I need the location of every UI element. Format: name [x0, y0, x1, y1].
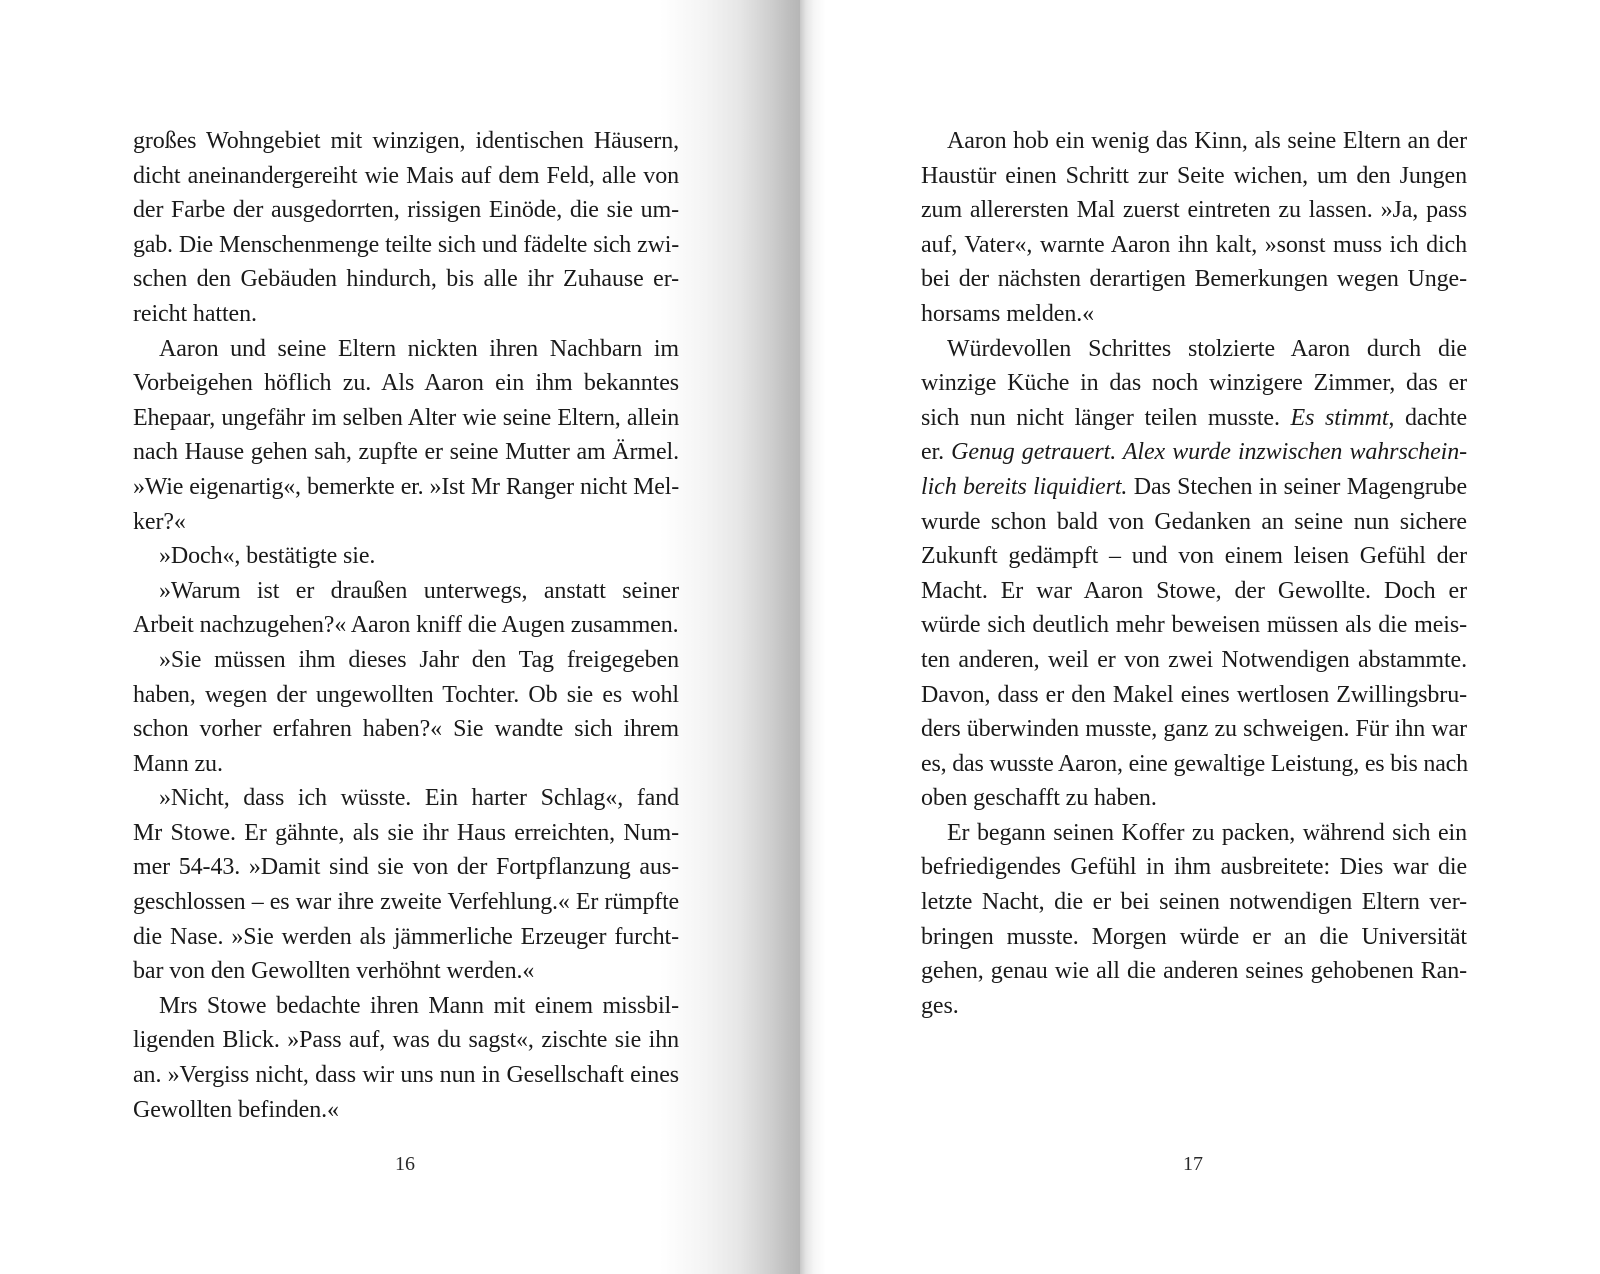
text-segment: Haustür einen Schritt zur Seite wichen, um den Jungen: [921, 162, 1467, 189]
text-line: schen den Gebäuden hindurch, bis alle ihr Zuhause er-: [133, 266, 679, 293]
text-line: haben, wegen der ungewollten Tochter. Ob sie es wohl: [133, 681, 679, 708]
text-line: nach Hause gehen sah, zupfte er seine Mutter am Ärmel.: [133, 439, 679, 466]
text-line: [921, 124, 1467, 159]
text-segment: Zukunft gedämpft – und von einem leisen Gefühl der: [921, 543, 1467, 570]
text-line: [921, 539, 1467, 574]
text-segment: auf, Vater«, warnte Aaron ihn kalt, »sonst muss ich dich: [921, 231, 1467, 258]
text-line: [921, 850, 1467, 885]
text-segment: Das Stechen in seiner Magengrube: [1127, 473, 1467, 500]
text-line: [921, 643, 1467, 678]
text-line: [921, 574, 1467, 609]
text-line: reicht hatten.: [133, 300, 257, 327]
text-line: an. »Vergiss nicht, dass wir uns nun in Gesellschaft eines: [133, 1062, 679, 1089]
text-line: Vorbeigehen höflich zu. Als Aaron ein ihm bekanntes: [133, 370, 679, 397]
text-line: [921, 885, 1467, 920]
text-line: großes Wohngebiet mit winzigen, identischen Häusern,: [133, 128, 679, 154]
left-page-number: 16: [395, 1153, 415, 1175]
left-page-text: [133, 124, 679, 1127]
italic-text: Genug getrauert. Alex wurde inzwischen wahrschein-: [951, 439, 1467, 466]
text-line: [921, 193, 1467, 228]
text-line: [921, 262, 1467, 297]
text-line: »Warum ist er draußen unterwegs, anstatt seiner: [159, 577, 679, 604]
text-line: [921, 401, 1467, 436]
text-line: gab. Die Menschenmenge teilte sich und fädelte sich zwi-: [133, 231, 679, 258]
text-segment: Würdevollen Schrittes stolzierte Aaron durch die: [947, 335, 1467, 362]
text-line: [921, 816, 1467, 851]
text-segment: dachte: [1394, 404, 1467, 431]
text-line: ligenden Blick. »Pass auf, was du sagst«, zischte sie ihn: [133, 1027, 679, 1054]
text-segment: letzte Nacht, die er bei seinen notwendigen Eltern ver-: [921, 889, 1467, 916]
text-line: [921, 366, 1467, 401]
text-line: [921, 712, 1467, 747]
text-line: [921, 989, 1467, 1024]
right-page: [800, 0, 1600, 1274]
text-segment: ges.: [921, 992, 959, 1019]
text-line: die Nase. »Sie werden als jämmerliche Erzeuger furcht-: [133, 923, 679, 950]
text-line: [921, 470, 1467, 505]
text-segment: Er begann seinen Koffer zu packen, während sich ein: [947, 819, 1467, 846]
text-line: »Sie müssen ihm dieses Jahr den Tag freigegeben: [159, 646, 679, 673]
text-line: [921, 505, 1467, 540]
italic-text: lich bereits liquidiert.: [921, 473, 1128, 500]
text-segment: bringen musste. Morgen würde er an die Universität: [921, 923, 1467, 950]
text-segment: Macht. Er war Aaron Stowe, der Gewollte. Doch er: [921, 577, 1467, 604]
text-line: Arbeit nachzugehen?« Aaron kniff die Augen zusammen.: [133, 612, 679, 639]
text-line: [921, 747, 1467, 782]
text-line: mer 54-43. »Damit sind sie von der Fortpflanzung aus-: [133, 854, 679, 881]
text-line: Ehepaar, ungefähr im selben Alter wie seine Eltern, allein: [133, 404, 679, 431]
text-line: [921, 678, 1467, 713]
text-segment: Davon, dass er den Makel eines wertlosen Zwillingsbru-: [921, 681, 1467, 708]
text-segment: gehen, genau wie all die anderen seines gehobenen Ran-: [921, 958, 1467, 985]
text-line: [921, 332, 1467, 367]
text-line: »Wie eigenartig«, bemerkte er. »Ist Mr Ranger nicht Mel-: [133, 473, 679, 500]
text-line: [921, 435, 1467, 470]
text-segment: ten anderen, weil er von zwei Notwendigen abstammte.: [921, 646, 1467, 673]
text-segment: oben geschafft zu haben.: [921, 785, 1157, 812]
text-line: »Nicht, dass ich wüsste. Ein harter Schlag«, fand: [159, 785, 679, 812]
text-segment: horsams melden.«: [921, 300, 1095, 327]
text-segment: er.: [921, 439, 952, 466]
text-line: [921, 954, 1467, 989]
text-line: [921, 159, 1467, 194]
italic-text: Es stimmt,: [1290, 404, 1395, 431]
text-segment: zum allerersten Mal zuerst eintreten zu lassen. »Ja, pass: [921, 197, 1467, 224]
text-segment: würde sich deutlich mehr beweisen müssen als die meis-: [921, 612, 1467, 639]
text-segment: wurde schon bald von Gedanken an seine nun sichere: [921, 508, 1467, 535]
text-segment: befriedigendes Gefühl in ihm ausbreitete: Dies war die: [921, 854, 1467, 881]
text-line: Mann zu.: [133, 750, 223, 777]
text-segment: sich nun nicht länger teilen musste.: [921, 404, 1291, 431]
text-segment: Aaron hob ein wenig das Kinn, als seine Eltern an der: [947, 128, 1467, 154]
text-line: [921, 228, 1467, 263]
text-line: [921, 920, 1467, 955]
text-line: [921, 781, 1467, 816]
text-line: [921, 608, 1467, 643]
text-line: Mr Stowe. Er gähnte, als sie ihr Haus erreichten, Num-: [133, 819, 679, 846]
text-line: geschlossen – es war ihre zweite Verfehlung.« Er rümpfte: [133, 889, 679, 916]
text-line: dicht aneinandergereiht wie Mais auf dem Feld, alle von: [133, 162, 679, 189]
text-segment: es, das wusste Aaron, eine gewaltige Leistung, es bis nach: [921, 750, 1468, 777]
text-segment: bei der nächsten derartigen Bemerkungen wegen Unge-: [921, 266, 1467, 293]
text-line: Aaron und seine Eltern nickten ihren Nachbarn im: [159, 335, 679, 362]
right-page-number: 17: [1183, 1153, 1203, 1175]
text-line: [921, 297, 1467, 332]
text-line: Mrs Stowe bedachte ihren Mann mit einem missbil-: [159, 992, 679, 1019]
text-line: ker?«: [133, 508, 186, 535]
text-line: schon vorher erfahren haben?« Sie wandte sich ihrem: [133, 716, 679, 743]
text-line: »Doch«, bestätigte sie.: [159, 543, 376, 570]
text-line: Gewollten befinden.«: [133, 1096, 339, 1123]
text-segment: ders überwinden musste, ganz zu schweigen. Für ihn war: [921, 716, 1467, 743]
right-page-text: [921, 124, 1467, 1023]
text-segment: winzige Küche in das noch winzigere Zimmer, das er: [921, 370, 1467, 397]
text-line: bar von den Gewollten verhöhnt werden.«: [133, 958, 535, 985]
text-line: der Farbe der ausgedorrten, rissigen Einöde, die sie um-: [133, 197, 679, 224]
